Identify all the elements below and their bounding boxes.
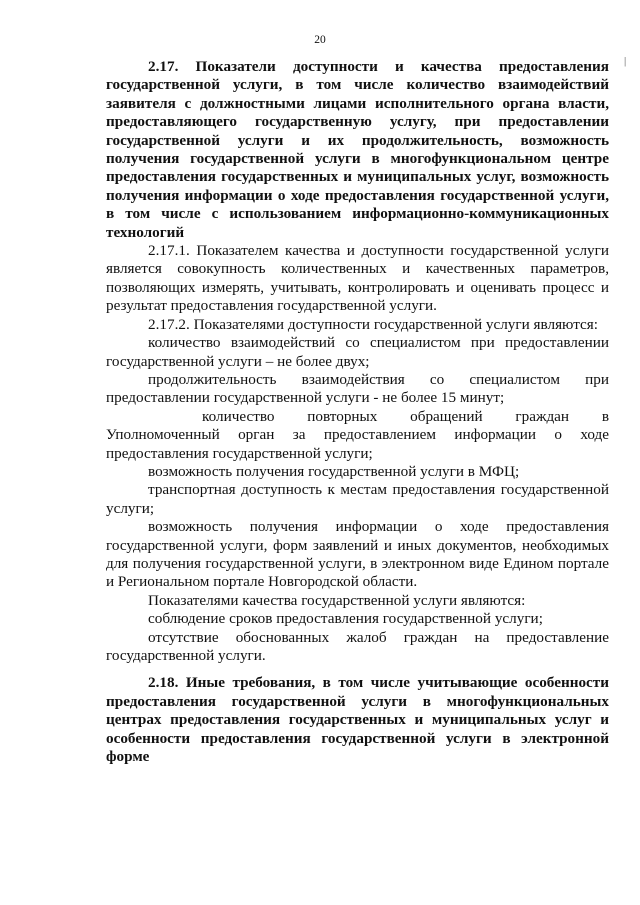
page-number: 20: [314, 34, 326, 46]
paragraph-2-17-2: 2.17.2. Показателями доступности государственной услуги являются:: [148, 315, 598, 333]
accessibility-item-transport: транспортная доступность к местам предоставления государственной услуги;: [106, 481, 609, 517]
document-body: [106, 58, 609, 766]
accessibility-item-information: возможность получения информации о ходе предоставления государственной услуги, форм заявлений и иных документов, необходимых для получения государственной услуги, в электронном виде Едином портале и Региональном портале Новгородской области.: [106, 518, 609, 591]
accessibility-item-repeat-requests: количество повторных обращений граждан в Уполномоченный орган за предоставлением информации о ходе предоставления государственной услуги;: [106, 407, 609, 462]
accessibility-item-duration: продолжительность взаимодействия со специалистом при предоставлении государственной услуги - не более 15 минут;: [106, 370, 609, 407]
edge-mark: |: [624, 55, 627, 67]
paragraph-2-17-1: 2.17.1. Показателем качества и доступности государственной услуги является совокупность количественных и качественных параметров, позволяющих измерять, учитывать, контролировать и оценивать процесс и результат предоставления государственной услуги.: [106, 242, 609, 315]
section-2-17-heading: 2.17. Показатели доступности и качества предоставления государственной услуги, в том числе количество взаимодействий заявителя с должностными лицами исполнительного органа власти, предоставляющего государственную услугу, при предоставлении государственной услуги и их продолжительность, возможность получения государственной услуги в многофункциональном центре предоставления государственных и муниципальных услуг, возможность получения информации о ходе предоставления государственной услуги, в том числе с использованием информационно-коммуникационных технологий: [106, 58, 609, 241]
quality-intro: Показателями качества государственной услуги являются:: [148, 591, 526, 609]
accessibility-item-mfc: возможность получения государственной услуги в МФЦ;: [148, 462, 520, 480]
quality-item-deadlines: соблюдение сроков предоставления государственной услуги;: [148, 610, 543, 628]
quality-item-complaints: отсутствие обоснованных жалоб граждан на предоставление государственной услуги.: [106, 628, 609, 664]
section-2-18-heading: 2.18. Иные требования, в том числе учитывающие особенности предоставления государственной услуги в многофункциональных центрах предоставления государственных и муниципальных услуг и особенности предоставления государственной услуги в электронной форме: [106, 674, 609, 766]
accessibility-item-interactions: количество взаимодействий со специалистом при предоставлении государственной услуги – не более двух;: [106, 334, 609, 370]
